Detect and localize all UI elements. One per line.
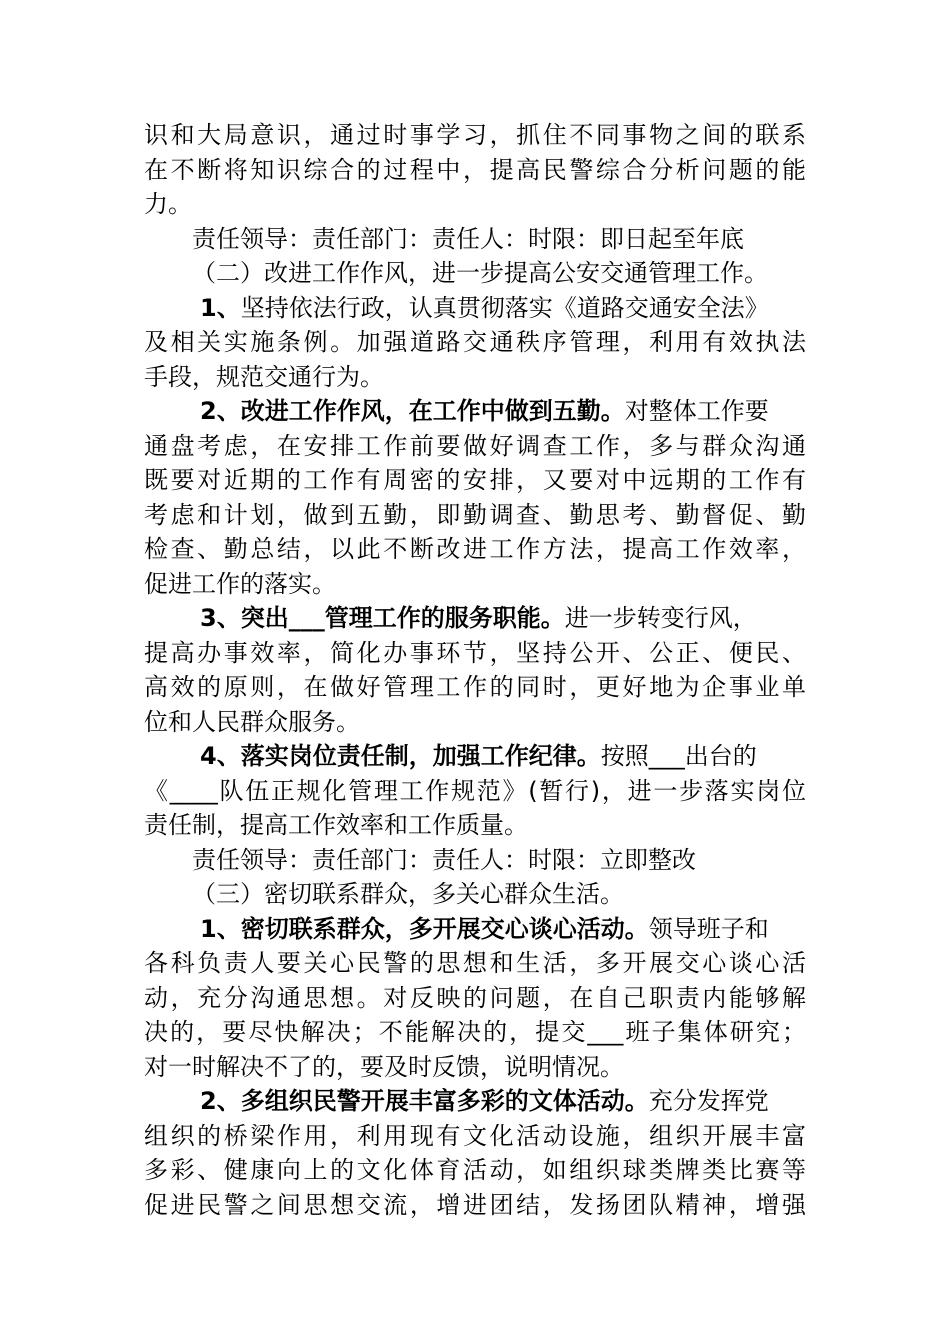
text-line-7: 及相关实施条例。加强道路交通秩序管理，利用有效执法 xyxy=(144,328,806,356)
item-2-3-line xyxy=(144,601,806,636)
document-body xyxy=(144,118,806,1222)
text-line-14: 促进工作的落实。 xyxy=(144,569,336,598)
item-heading: 1、密切联系群众，多开展交心谈心活动。 xyxy=(200,914,649,943)
text-line-11: 既要对近期的工作有周密的安排，又要对中远期的工作有 xyxy=(144,466,806,494)
text-line-27: 决的，要尽快解决；不能解决的，提交___班子集体研究； xyxy=(144,1018,806,1046)
section-heading-3: （三）密切联系群众，多关心群众生活。 xyxy=(192,880,624,908)
item-text: 对整体工作要 xyxy=(624,397,769,425)
item-3-1-line xyxy=(144,912,806,947)
text-line-31: 多彩、健康向上的文化体育活动，如组织球类牌类比赛等 xyxy=(144,1156,806,1184)
item-heading: 4、落实岗位责任制，加强工作纪律。 xyxy=(200,742,601,770)
text-line-26: 动，充分沟通思想。对反映的问题，在自己职责内能够解 xyxy=(144,983,806,1012)
text-line-18: 位和人民群众服务。 xyxy=(144,707,360,736)
item-2-2-line xyxy=(144,394,806,429)
item-heading: 3、突出___管理工作的服务职能。 xyxy=(200,604,565,632)
text-line-10: 通盘考虑，在安排工作前要做好调查工作，多与群众沟通 xyxy=(144,431,806,460)
text-line-3: 力。 xyxy=(144,190,192,218)
responsibility-line-2: 责任领导：责任部门：责任人：时限：立即整改 xyxy=(192,845,696,874)
item-3-2-line xyxy=(144,1084,806,1119)
item-heading: 2、多组织民警开展丰富多彩的文体活动。 xyxy=(200,1087,649,1115)
text-line-2: 在不断将知识综合的过程中，提高民警综合分析问题的能 xyxy=(144,155,806,184)
text-line-8: 手段，规范交通行为。 xyxy=(144,362,384,391)
item-text: 领导班子和 xyxy=(648,914,769,943)
item-2-4-line xyxy=(144,739,806,774)
text-line-20: 《____队伍正规化管理工作规范》(暂行)，进一步落实岗位 xyxy=(144,776,806,805)
text-line-1: 识和大局意识，通过时事学习，抓住不同事物之间的联系 xyxy=(144,121,806,149)
item-number: 1、 xyxy=(200,293,241,322)
text-line-13: 检查、勤总结，以此不断改进工作方法，提高工作效率， xyxy=(144,535,806,563)
text-line-21: 责任制，提高工作效率和工作质量。 xyxy=(144,811,528,839)
text-line-16: 提高办事效率，简化办事环节，坚持公开、公正、便民、 xyxy=(144,638,806,667)
item-text: 进一步转变行风， xyxy=(564,604,757,632)
item-text: 按照___出台的 xyxy=(600,742,757,770)
item-text: 坚持依法行政，认真贯彻落实《道路交通安全法》 xyxy=(240,293,769,322)
item-heading: 2、改进工作作风，在工作中做到五勤。 xyxy=(200,397,625,425)
responsibility-line-1: 责任领导：责任部门：责任人：时限：即日起至年底 xyxy=(192,224,744,253)
item-2-1-line xyxy=(144,291,806,326)
text-line-25: 各科负责人要关心民警的思想和生活，多开展交心谈心活 xyxy=(144,949,806,977)
text-line-17: 高效的原则，在做好管理工作的同时，更好地为企事业单 xyxy=(144,673,806,701)
section-heading-2: （二）改进工作作风，进一步提高公安交通管理工作。 xyxy=(192,259,768,287)
item-text: 充分发挥党 xyxy=(648,1087,769,1115)
text-line-28: 对一时解决不了的，要及时反馈，说明情况。 xyxy=(144,1052,624,1081)
text-line-12: 考虑和计划，做到五勤，即勤调查、勤思考、勤督促、勤 xyxy=(144,500,806,529)
text-line-32: 促进民警之间思想交流，增进团结，发扬团队精神，增强 xyxy=(144,1190,806,1219)
text-line-30: 组织的桥梁作用，利用现有文化活动设施，组织开展丰富 xyxy=(144,1121,806,1150)
